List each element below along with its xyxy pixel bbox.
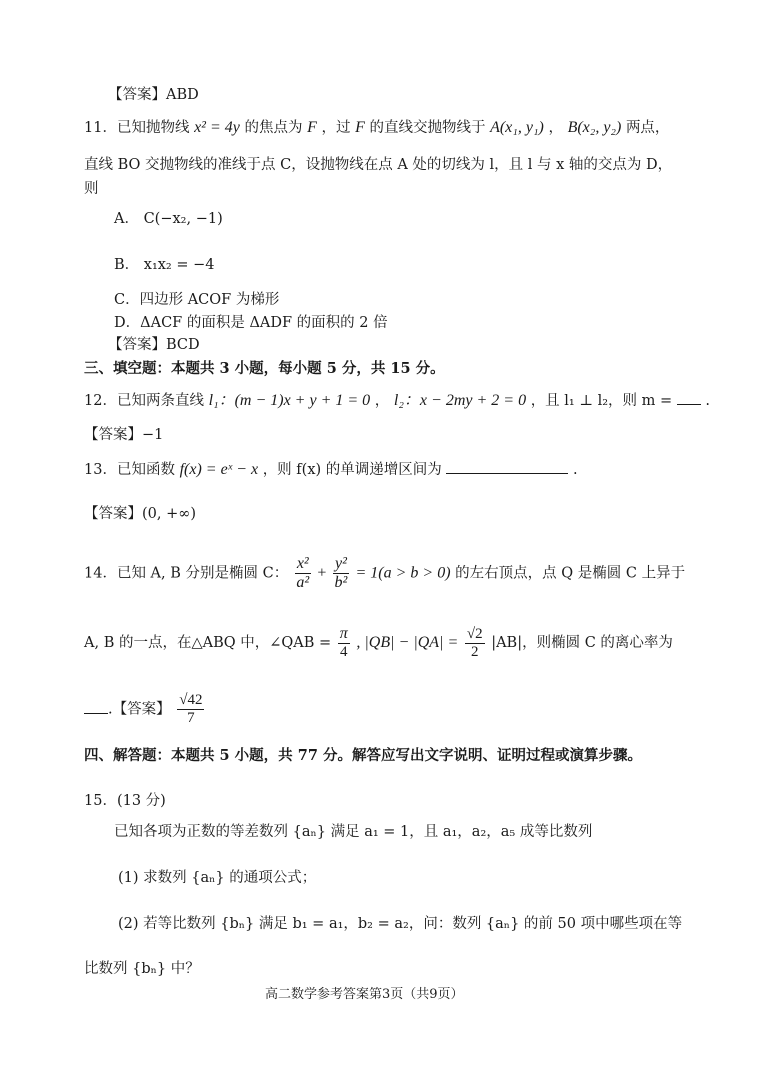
q13-end: . — [572, 462, 578, 478]
q14-fraction-root2 — [465, 627, 485, 660]
q14-plus: + — [317, 564, 327, 582]
q12-separator: ， — [374, 393, 390, 409]
q13-line — [84, 462, 578, 478]
q15-heading: 15．(13 分) — [84, 793, 166, 809]
q14-line3 — [84, 693, 206, 726]
q15-part1: (1) 求数列 {aₙ} 的通项公式； — [118, 870, 317, 886]
q11-parabola-eq: x² = 4y — [194, 119, 240, 136]
q13-answer: 【答案】(0, +∞) — [84, 506, 196, 522]
q11-point-b: B(x₂, y₂) — [567, 119, 622, 136]
q11-line1 — [84, 120, 669, 136]
q12-line-l2: l₂：x − 2my + 2 = 0 — [393, 392, 527, 409]
q12-answer: 【答案】−1 — [84, 427, 164, 443]
q11-focus-f: F — [307, 119, 317, 136]
q11-text: 的焦点为 — [244, 120, 303, 136]
q14-intro: 14．已知 A, B 分别是椭圆 C： — [84, 565, 289, 582]
q11-text: ，过 — [321, 120, 351, 136]
q14-line1 — [84, 556, 685, 591]
q14-fraction-x-den: a² — [296, 574, 310, 591]
q14-answer-den: 7 — [187, 710, 195, 726]
q11-option-a: A． C(−x₂, −1) — [114, 211, 223, 227]
q11-option-d: D．ΔACF 的面积是 ΔADF 的面积的 2 倍 — [114, 315, 388, 331]
q11-text: 的直线交抛物线于 — [369, 120, 486, 136]
q14-fraction-y-den: b² — [334, 574, 348, 591]
q14-fraction-y-num: y² — [334, 555, 347, 572]
q14-distance: , |QB| − |QA| = — [356, 634, 459, 651]
q14-ellipse-condition: = 1(a > b > 0) — [355, 564, 451, 582]
q12-line — [84, 393, 710, 409]
q14-answer-label: .【答案】 — [108, 701, 171, 718]
q13-answer-blank — [446, 473, 568, 474]
q14-root2-den: 2 — [470, 643, 479, 660]
q14-eccentricity: |AB|，则椭圆 C 的离心率为 — [491, 635, 673, 651]
q11-option-c: C．四边形 ACOF 为梯形 — [114, 292, 280, 308]
q14-pi-den: 4 — [340, 644, 348, 660]
q14-root2-num: √2 — [466, 625, 483, 642]
q14-line2 — [84, 626, 673, 660]
q12-condition: ，且 l₁ ⊥ l₂，则 m = — [530, 393, 673, 409]
q13-question: ，则 f(x) 的单调递增区间为 — [262, 462, 442, 478]
q13-function: f(x) = eˣ − x — [179, 461, 259, 478]
q11-text: ， — [548, 120, 563, 136]
q14-pi-num: π — [339, 625, 348, 642]
q12-intro: 12．已知两条直线 — [84, 393, 204, 409]
q11-line2: 直线 BO 交抛物线的准线于点 C，设抛物线在点 A 处的切线为 l，且 l 与 x 轴的交点为 D， — [84, 157, 673, 173]
q11-line3: 则 — [84, 181, 99, 197]
q11-text: 两点， — [625, 120, 670, 136]
q14-fraction-pi — [338, 626, 350, 660]
q14-answer-blank — [84, 713, 108, 714]
q14-answer-fraction — [177, 693, 204, 726]
q15-part2: (2) 若等比数列 {bₙ} 满足 b₁ = a₁，b₂ = a₂，问：数列 {aₙ} 的前 50 项中哪些项在等 — [118, 916, 683, 932]
q11-intro: 11．已知抛物线 — [84, 120, 190, 136]
q15-stem: 已知各项为正数的等差数列 {aₙ} 满足 a₁ = 1，且 a₁，a₂，a₅ 成等比数列 — [114, 824, 593, 840]
q11-answer: 【答案】BCD — [108, 337, 200, 353]
q14-fraction-x — [295, 556, 311, 591]
q12-answer-blank — [677, 404, 701, 405]
q14-fraction-x-num: x² — [296, 555, 309, 572]
q14-fraction-y — [333, 556, 349, 591]
answer-previous: 【答案】ABD — [108, 87, 199, 103]
q14-text: 的左右顶点，点 Q 是椭圆 C 上异于 — [455, 565, 686, 582]
q11-point-a: A(x₁, y₁) — [490, 119, 544, 136]
q15-part2-cont: 比数列 {bₙ} 中？ — [84, 961, 200, 977]
q14-answer-num: √42 — [179, 692, 203, 708]
q12-end: . — [705, 393, 710, 409]
page-footer: 高二数学参考答案第3页（共9页） — [265, 987, 464, 1002]
section3-heading: 三、填空题：本题共 3 小题，每小题 5 分，共 15 分。 — [84, 360, 445, 377]
q13-intro: 13．已知函数 — [84, 462, 175, 478]
q14-triangle: A, B 的一点，在△ABQ 中，∠QAB = — [84, 635, 332, 651]
q12-line-l1: l₁：(m − 1)x + y + 1 = 0 — [208, 392, 371, 409]
q11-option-b: B． x₁x₂ = −4 — [114, 257, 215, 273]
section4-heading: 四、解答题：本题共 5 小题，共 77 分。解答应写出文字说明、证明过程或演算步骤。 — [84, 747, 642, 764]
q11-focus-f: F — [355, 119, 365, 136]
